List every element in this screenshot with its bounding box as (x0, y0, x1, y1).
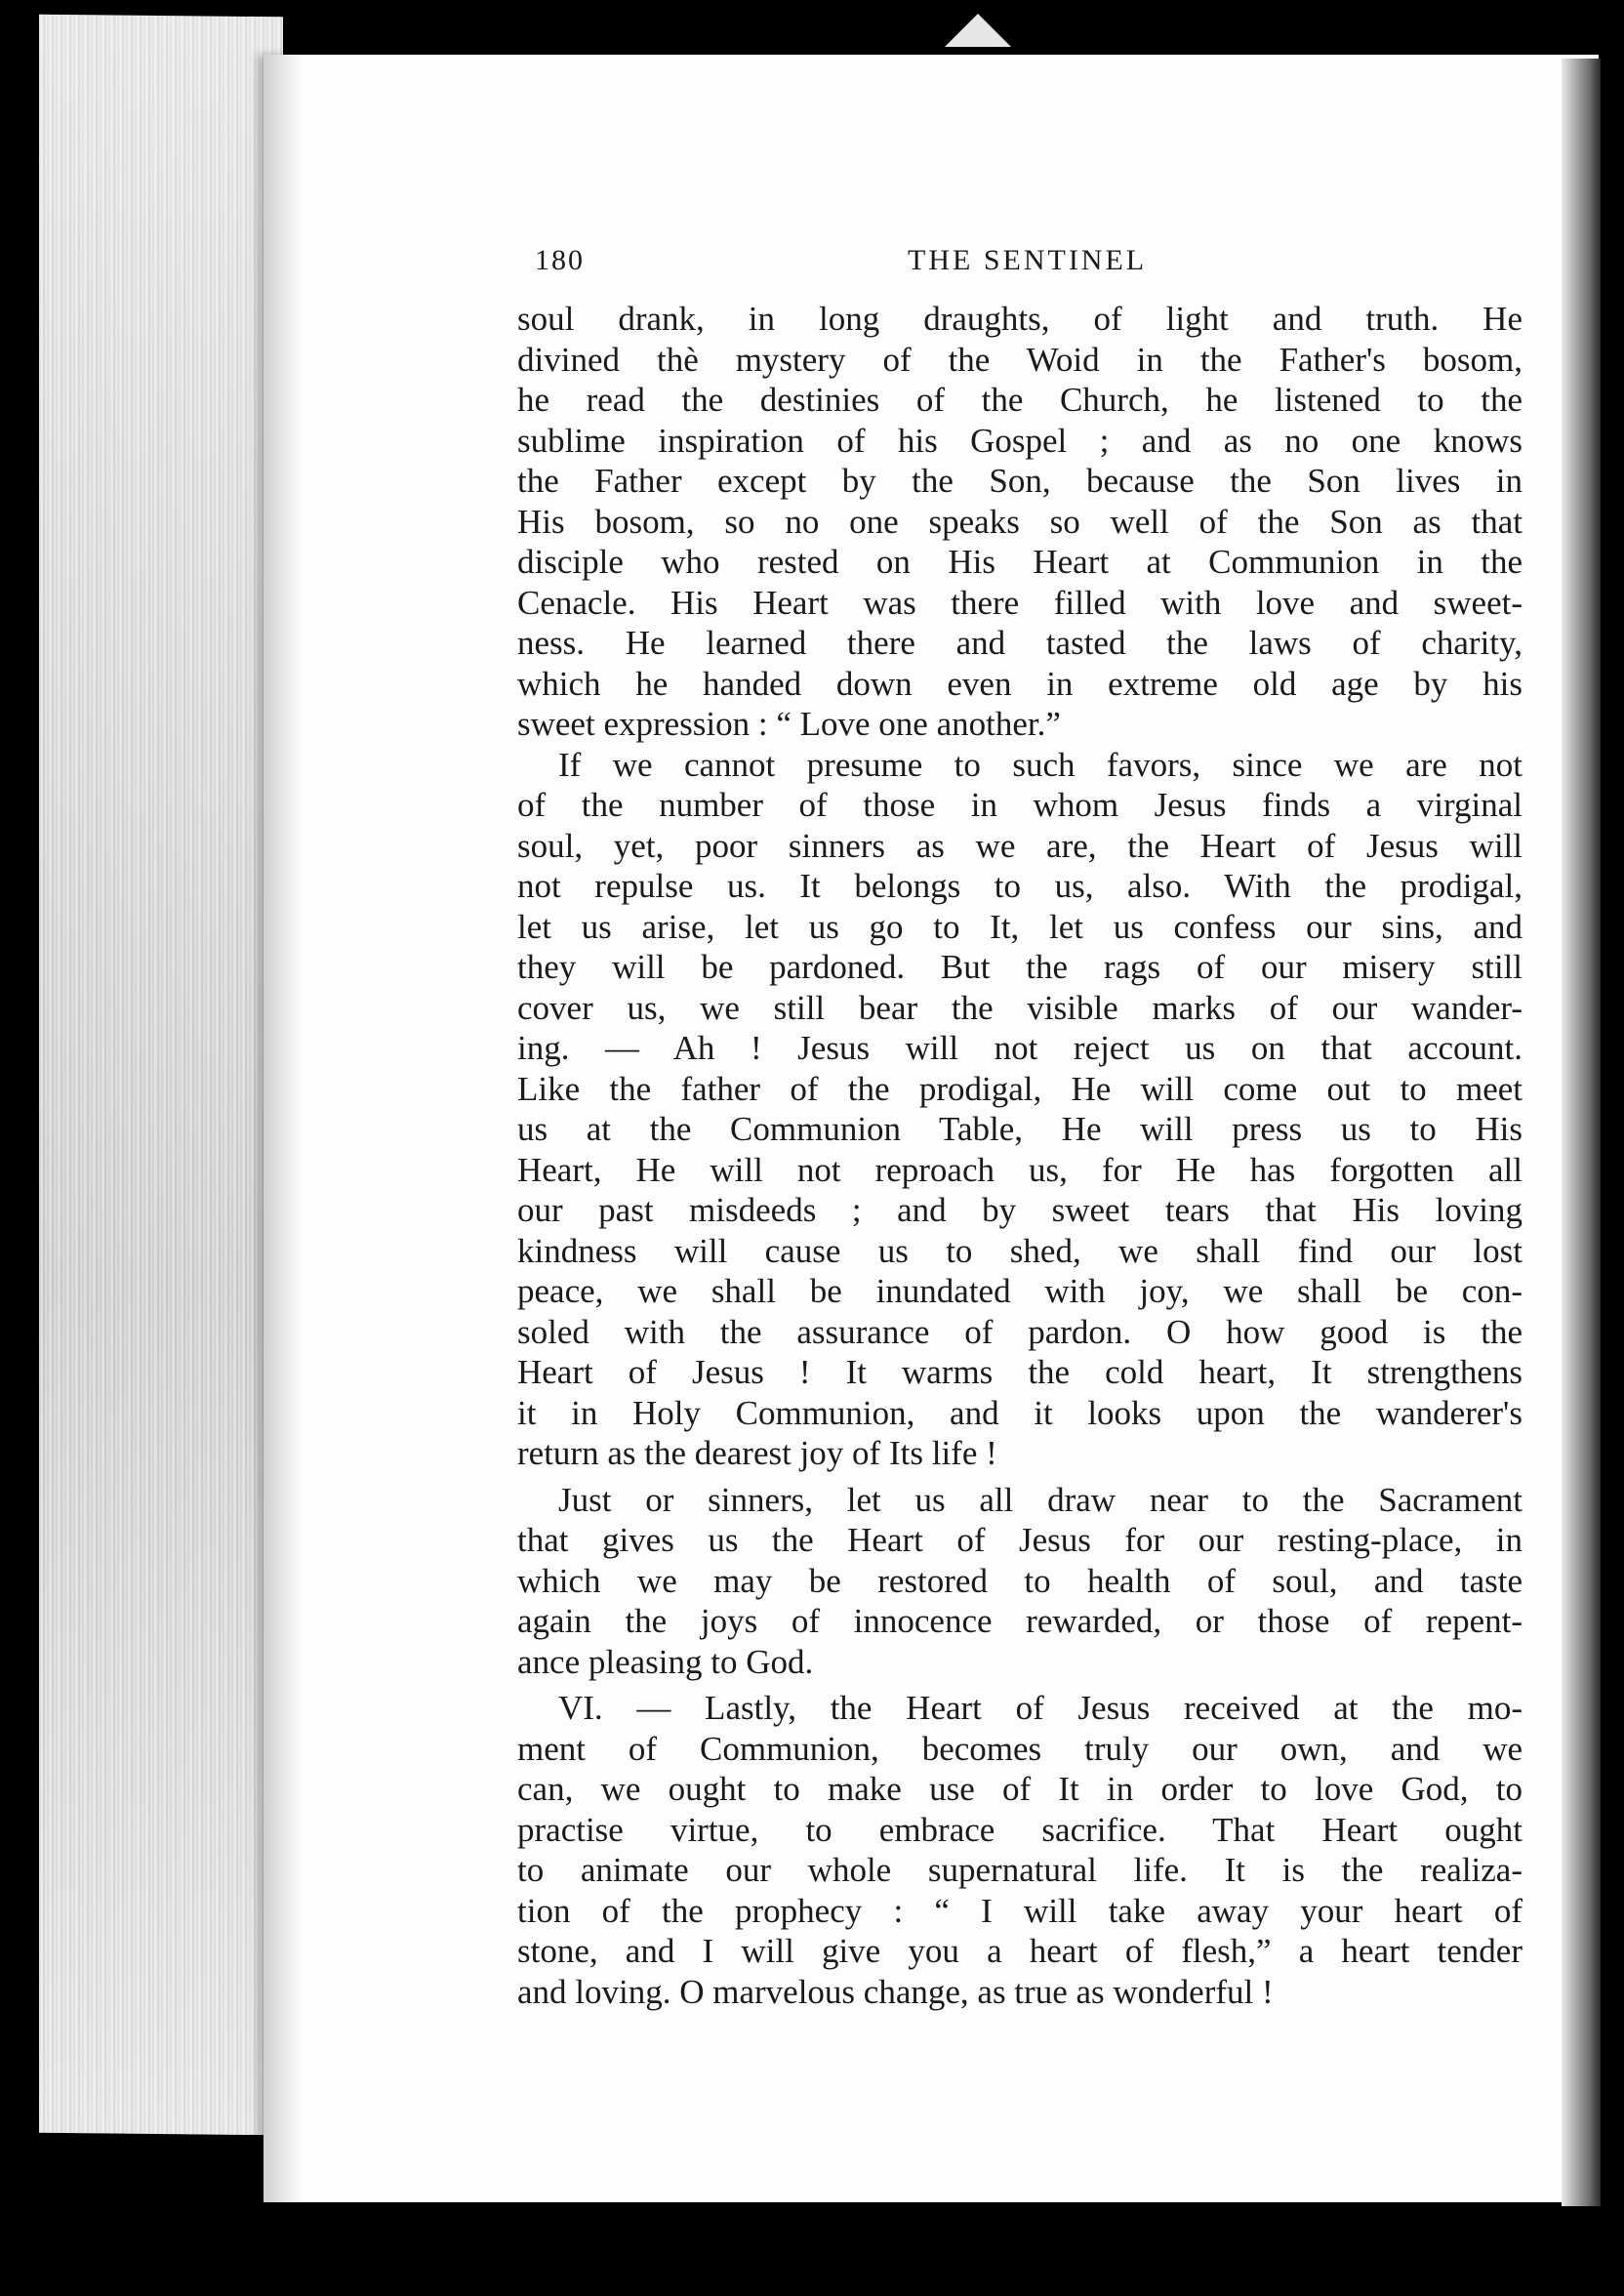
text-line: His bosom, so no one speaks so well of the Son as that (517, 502, 1522, 541)
text-line: kindness will cause us to shed, we shall find our lost (517, 1231, 1522, 1270)
gutter-shadow (264, 55, 303, 2202)
facing-page-edge (1562, 59, 1601, 2206)
text-line: soul, yet, poor sinners as we are, the Heart of Jesus will (517, 826, 1522, 865)
text-line: to animate our whole supernatural life. It is the realiza- (517, 1851, 1522, 1889)
page-number: 180 (535, 244, 585, 276)
text-line: ing. — Ah ! Jesus will not reject us on that account. (517, 1029, 1522, 1067)
text-line: can, we ought to make use of It in order to love God, to (517, 1770, 1522, 1808)
page-tab-marker (945, 14, 1011, 47)
text-line: and loving. O marvelous change, as true as wonderful ! (517, 1972, 1274, 2011)
text-line: stone, and I will give you a heart of flesh,” a heart tender (517, 1932, 1522, 1970)
text-line: sublime inspiration of his Gospel ; and as no one knows (517, 421, 1522, 460)
text-line: let us arise, let us go to It, let us confess our sins, and (517, 907, 1522, 946)
text-line: ness. He learned there and tasted the laws of charity, (517, 624, 1522, 662)
text-line: of the number of those in whom Jesus finds a virginal (517, 786, 1522, 824)
paragraph (517, 745, 1522, 1474)
running-head (517, 244, 1522, 299)
page-text-block (517, 244, 1522, 2012)
text-line: that gives us the Heart of Jesus for our resting-place, in (517, 1521, 1522, 1559)
paragraph (517, 299, 1522, 745)
text-line: ment of Communion, becomes truly our own, and we (517, 1729, 1522, 1768)
text-line: he read the destinies of the Church, he listened to the (517, 381, 1522, 419)
text-line: soled with the assurance of pardon. O how good is the (517, 1312, 1522, 1351)
text-line: it in Holy Communion, and it looks upon the wanderer's (517, 1393, 1522, 1432)
text-line: Like the father of the prodigal, He will come out to meet (517, 1069, 1522, 1108)
text-line: which he handed down even in extreme old age by his (517, 664, 1522, 703)
running-title: THE SENTINEL (908, 244, 1148, 276)
body-text (517, 299, 1522, 2012)
text-line: disciple who rested on His Heart at Communion in the (517, 543, 1522, 581)
text-line: peace, we shall be inundated with joy, we shall be con- (517, 1272, 1522, 1310)
paragraph (517, 1688, 1522, 2012)
text-line: they will be pardoned. But the rags of our misery still (517, 948, 1522, 986)
text-line: which we may be restored to health of soul, and taste (517, 1561, 1522, 1600)
text-line: ance pleasing to God. (517, 1642, 814, 1681)
paragraph (517, 1480, 1522, 1683)
text-line: return as the dearest joy of Its life ! (517, 1434, 997, 1472)
text-line: not repulse us. It belongs to us, also. With the prodigal, (517, 867, 1522, 905)
text-line: again the joys of innocence rewarded, or those of repent- (517, 1602, 1522, 1640)
text-line: practise virtue, to embrace sacrifice. That Heart ought (517, 1810, 1522, 1849)
text-line: us at the Communion Table, He will press us to His (517, 1110, 1522, 1148)
text-line: Heart, He will not reproach us, for He has forgotten all (517, 1150, 1522, 1189)
text-line: sweet expression : “ Love one another.” (517, 705, 1061, 743)
text-line: Heart of Jesus ! It warms the cold heart, It strengthens (517, 1353, 1522, 1391)
text-line: the Father except by the Son, because the Son lives in (517, 462, 1522, 500)
text-line: If we cannot presume to such favors, since we are not (558, 745, 1522, 784)
text-line: Just or sinners, let us all draw near to the Sacrament (558, 1480, 1522, 1519)
text-line: cover us, we still bear the visible marks of our wander- (517, 988, 1522, 1027)
book-page-edges (39, 15, 283, 2136)
text-line: our past misdeeds ; and by sweet tears that His loving (517, 1191, 1522, 1229)
text-line: VI. — Lastly, the Heart of Jesus received at the mo- (558, 1689, 1522, 1727)
text-line: divined thè mystery of the Woid in the Father's bosom, (517, 340, 1522, 379)
text-line: soul drank, in long draughts, of light and truth. He (517, 300, 1522, 338)
text-line: Cenacle. His Heart was there filled with love and sweet- (517, 583, 1522, 622)
text-line: tion of the prophecy : “ I will take away your heart of (517, 1891, 1522, 1930)
